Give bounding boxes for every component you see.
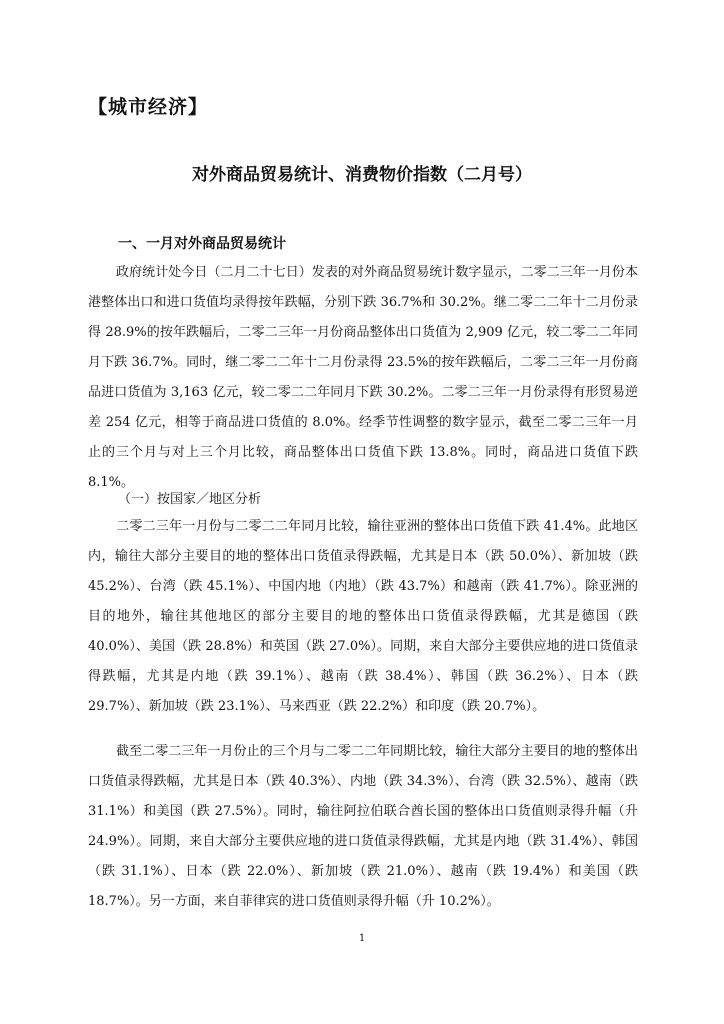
paragraph-overview-text: 政府统计处今日（二月二十七日）发表的对外商品贸易统计数字显示，二零二三年一月份本港整体出口和进口货值均录得按年跌幅，分别下跌 36.7%和 30.2%。继二零二二年十二月份录得 28.9%的按年跌幅后，二零二三年一月份商品整体出口货值为 2,909 亿元，较二零二二年同月下跌 36.7%。同时，继二零二二年十二月份录得 23.5%的按年跌幅后，二零二三年一月份商品进口货值为 3,163 亿元，较二零二二年同月下跌 30.2%。二零二三年一月份录得有形贸易逆差 254 亿元，相等于商品进口货值的 8.0%。经季节性调整的数字显示，截至二零二三年一月止的三个月与对上三个月比较，商品整体出口货值下跌 13.8%。同时，商品进口货值下跌 8.1%。 — [88, 265, 638, 490]
page-number: 1 — [358, 933, 366, 944]
paragraph-by-country-text: 二零二三年一月份与二零二二年同月比较，输往亚洲的整体出口货值下跌 41.4%。此地区内，输往大部分主要目的地的整体出口货值录得跌幅，尤其是日本（跌 50.0%）、新加坡（跌 45.2%）、台湾（跌 45.1%）、中国内地（内地）（跌 43.7%）和越南（跌 41.7%）。除亚洲的目的地外，输往其他地区的部分主要目的地的整体出口货值录得跌幅，尤其是德国（跌 40.0%）、美国（跌 28.8%）和英国（跌 27.0%）。同期，来自大部分主要供应地的进口货值录得跌幅，尤其是内地（跌 39.1%）、越南（跌 38.4%）、韩国（跌 36.2%）、日本（跌 29.7%）、新加坡（跌 23.1%）、马来西亚（跌 22.2%）和印度（跌 20.7%）。 — [88, 519, 638, 714]
document-title: 对外商品贸易统计、消费物价指数（二月号） — [192, 165, 532, 185]
paragraph-by-country — [88, 512, 638, 722]
paragraph-three-months-text: 截至二零二三年一月份止的三个月与二零二二年同期比较，输往大部分主要目的地的整体出口货值录得跌幅，尤其是日本（跌 40.3%）、内地（跌 34.3%）、台湾（跌 32.5%）、越南（跌 31.1%）和美国（跌 27.5%）。同时，输往阿拉伯联合酋长国的整体出口货值则录得升幅（升 24.9%）。同期，来自大部分主要供应地的进口货值录得跌幅，尤其是内地（跌 31.4%）、韩国（跌 31.1%）、日本（跌 22.0%）、新加坡（跌 21.0%）、越南（跌 19.4%）和美国（跌 18.7%）。另一方面，来自菲律宾的进口货值则录得升幅（升 10.2%）。 — [88, 744, 638, 909]
heading-jan-trade: 一、一月对外商品贸易统计 — [118, 236, 286, 252]
paragraph-overview — [88, 258, 638, 498]
section-tag: 【城市经济】 — [88, 96, 209, 118]
heading-by-country: （一）按国家／地区分析 — [118, 492, 262, 507]
paragraph-three-months — [88, 737, 638, 917]
